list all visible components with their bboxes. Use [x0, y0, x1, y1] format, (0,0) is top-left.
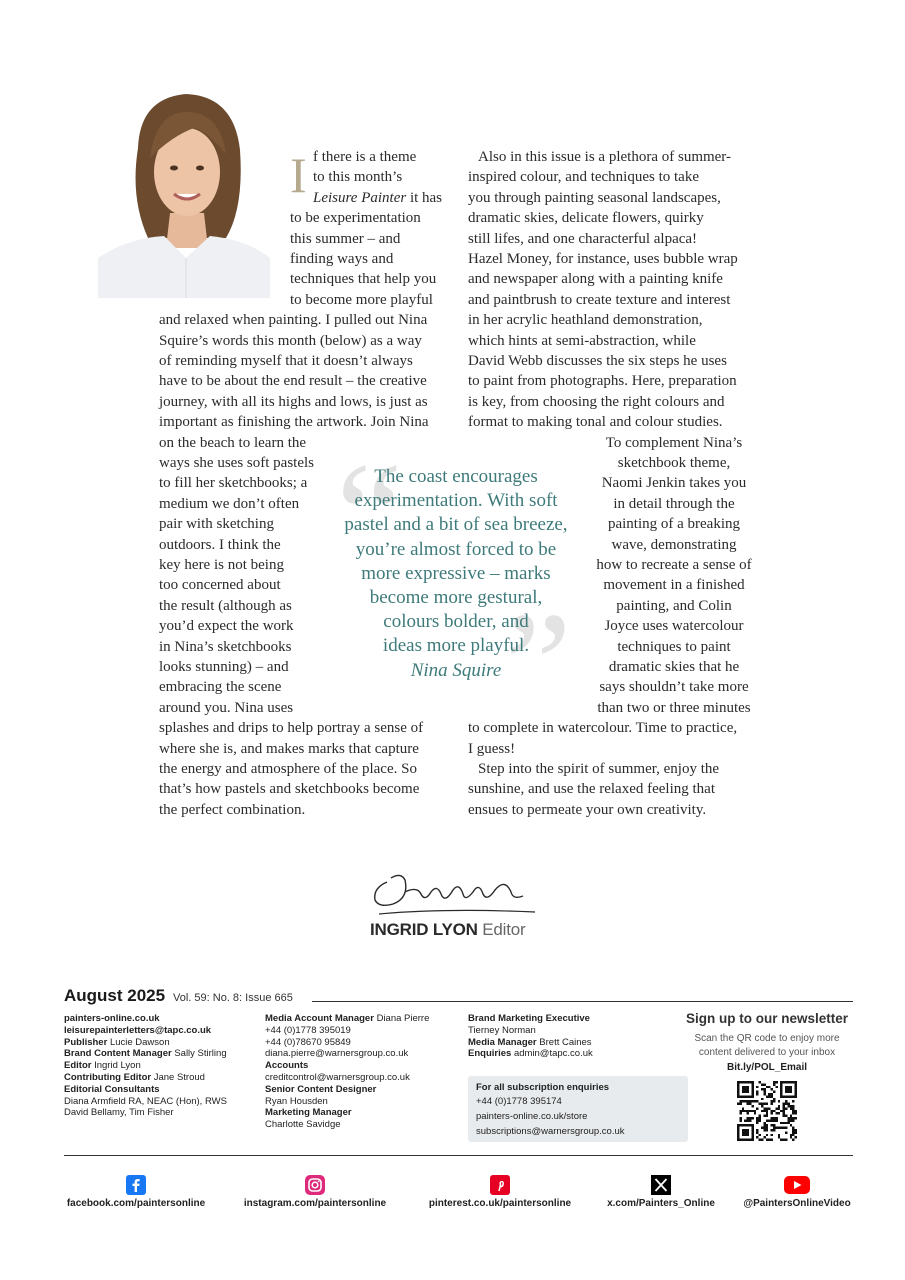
article-line: To complement Nina’s — [605, 434, 743, 451]
article-line: on the beach to learn the — [159, 434, 307, 451]
masthead-entry — [64, 1096, 227, 1108]
masthead-value: Diana Armfield RA, NEAC (Hon), RWS — [64, 1095, 227, 1107]
article-line: movement in a finished — [603, 577, 745, 594]
pull-quote-line: become more gestural, — [369, 587, 543, 608]
social-link-facebook[interactable]: facebook.com/paintersonline — [66, 1198, 206, 1209]
newsletter-text-1: Scan the QR code to enjoy more — [694, 1033, 840, 1044]
masthead-entry — [265, 1013, 429, 1025]
article-line: dramatic skies that he — [608, 659, 740, 675]
article-line: Hazel Money, for instance, uses bubble wrap — [468, 251, 738, 267]
article-line: of reminding myself that it doesn’t always — [159, 353, 413, 369]
article-line: too concerned about — [159, 577, 281, 594]
article-line: is key, from choosing the right colours and — [468, 393, 725, 410]
masthead-label: Marketing Manager — [265, 1107, 352, 1119]
masthead-rule — [312, 1001, 853, 1002]
subscription-email-link[interactable]: subscriptions@warnersgroup.co.uk — [476, 1126, 625, 1137]
youtube-icon[interactable] — [784, 1175, 810, 1195]
article-line: to fill her sketchbooks; a — [159, 475, 308, 492]
masthead-value: diana.pierre@warnersgroup.co.uk — [265, 1048, 409, 1060]
social-link-youtube[interactable]: @PaintersOnlineVideo — [743, 1198, 851, 1209]
masthead-entry — [265, 1084, 376, 1096]
article-line: where she is, and makes marks that capture — [159, 740, 419, 757]
masthead-value: admin@tapc.co.uk — [513, 1048, 593, 1060]
subscription-box — [468, 1076, 688, 1142]
masthead-entry — [265, 1048, 408, 1060]
masthead-entry — [265, 1037, 351, 1049]
article-line: key here is not being — [159, 557, 284, 573]
masthead-label: Brand Content Manager — [64, 1048, 172, 1060]
issue-volume: Vol. 59: No. 8: Issue 665 — [173, 992, 293, 1004]
subscription-title: For all subscription enquiries — [476, 1082, 610, 1093]
article-line: dramatic skies, delicate flowers, quirky — [468, 210, 704, 227]
pull-quote-line: ideas more playful. — [382, 635, 530, 657]
signature — [365, 868, 545, 924]
article-line: Step into the spirit of summer, enjoy the — [478, 761, 720, 777]
x-icon[interactable] — [651, 1175, 671, 1195]
article-line: inspired colour, and techniques to take — [468, 169, 699, 186]
editor-credit — [370, 920, 525, 940]
article-line: David Webb discusses the six steps he uses — [468, 353, 727, 369]
masthead-label: Contributing Editor — [64, 1072, 152, 1083]
article-line: around you. Nina uses — [159, 699, 294, 716]
masthead-value: Brett Caines — [539, 1036, 592, 1048]
article-line: I guess! — [468, 740, 516, 757]
article-line: ways she uses soft pastels — [159, 455, 314, 471]
article-line: painting of a breaking — [607, 516, 741, 533]
article-line: still lifes, and one characterful alpaca! — [468, 230, 698, 247]
masthead-entry — [468, 1048, 593, 1060]
article-line: this summer – and — [290, 230, 401, 247]
issue-date: August 2025 — [64, 986, 166, 1005]
article-line: that’s how pastels and sketchbooks become — [159, 781, 420, 798]
editor-photo — [98, 88, 270, 298]
masthead-value: Sally Stirling — [174, 1048, 227, 1060]
social-link-pinterest[interactable]: pinterest.co.uk/paintersonline — [428, 1198, 572, 1209]
masthead-value: +44 (0)1778 395019 — [265, 1024, 351, 1036]
article-line: and newspaper along with a painting knife — [468, 271, 723, 288]
article-line: ensues to permeate your own creativity. — [468, 801, 707, 818]
footer-rule — [64, 1155, 853, 1156]
newsletter-title: Sign up to our newsletter — [685, 1011, 848, 1026]
masthead-value: Tierney Norman — [468, 1024, 536, 1036]
pinterest-icon[interactable] — [490, 1175, 510, 1195]
social-link-instagram[interactable]: instagram.com/paintersonline — [243, 1198, 387, 1209]
article-line: to be experimentation — [290, 210, 421, 227]
article-line: outdoors. I think the — [159, 536, 281, 553]
article-line: looks stunning) – and — [159, 659, 289, 675]
pull-quote-line: you’re almost forced to be — [355, 538, 557, 560]
instagram-icon[interactable] — [305, 1175, 325, 1195]
masthead-value: David Bellamy, Tim Fisher — [64, 1107, 174, 1119]
article-line: wave, demonstrating — [611, 536, 737, 553]
masthead-label: Editor — [64, 1060, 92, 1072]
masthead-entry — [265, 1107, 352, 1119]
open-quote-mark: “ — [336, 432, 403, 598]
pull-quote-line: colours bolder, and — [383, 611, 529, 633]
masthead-entry — [468, 1037, 592, 1049]
drop-cap: I — [290, 147, 307, 203]
masthead-label: Senior Content Designer — [265, 1083, 377, 1095]
masthead-value: Diana Pierre — [376, 1013, 430, 1024]
newsletter-text-2: content delivered to your inbox — [698, 1047, 836, 1058]
pull-quote-line: more expressive – marks — [361, 562, 551, 584]
masthead-entry — [64, 1072, 205, 1084]
article-line: and relaxed when painting. I pulled out Nina — [159, 312, 428, 329]
masthead-entry — [64, 1013, 160, 1025]
article-line: Naomi Jenkin takes you — [601, 475, 747, 492]
article-line: embracing the scene — [159, 679, 282, 696]
masthead-value: +44 (0)78670 95849 — [265, 1036, 351, 1048]
article-line: than two or three minutes — [597, 699, 751, 716]
article-line: Squire’s words this month (below) as a way — [159, 332, 422, 349]
article-line: in detail through the — [613, 495, 735, 512]
masthead-label: Brand Marketing Executive — [468, 1013, 590, 1024]
article-line: sunshine, and use the relaxed feeling that — [468, 781, 716, 798]
article-line: important as finishing the artwork. Join Nina — [159, 414, 429, 431]
masthead-label: Accounts — [265, 1060, 309, 1072]
article-line: and paintbrush to create texture and interest — [468, 291, 731, 308]
close-quote-mark: ” — [505, 582, 572, 748]
pull-quote-line: The coast encourages — [374, 466, 538, 487]
masthead-entry — [468, 1025, 536, 1037]
subscription-store-link[interactable]: painters-online.co.uk/store — [476, 1111, 588, 1122]
article-line: techniques to paint — [617, 638, 731, 655]
masthead-value: Ryan Housden — [265, 1095, 328, 1107]
masthead-entry — [265, 1096, 328, 1108]
pull-quote-line: experimentation. With soft — [354, 490, 558, 512]
article-line: in Nina’s sketchbooks — [159, 638, 292, 655]
article-line: you through painting seasonal landscapes, — [468, 189, 721, 206]
article-line: finding ways and — [290, 251, 394, 267]
article-line: splashes and drips to help portray a sense of — [159, 720, 424, 737]
article-line: painting, and Colin — [616, 597, 732, 614]
masthead-entry — [64, 1025, 211, 1037]
newsletter-link[interactable]: Bit.ly/POL_Email — [726, 1062, 808, 1073]
qr-code-icon[interactable] — [737, 1081, 797, 1141]
masthead-entry — [64, 1037, 170, 1049]
pull-quote-attribution: Nina Squire — [410, 659, 502, 681]
editor-role: Editor — [482, 920, 526, 939]
article-line: to complete in watercolour. Time to practice, — [468, 720, 738, 737]
masthead-value: Lucie Dawson — [109, 1036, 170, 1048]
masthead-entry — [64, 1084, 160, 1096]
article-line: how to recreate a sense of — [596, 557, 752, 573]
masthead-value: Jane Stroud — [153, 1072, 205, 1083]
masthead-label: Publisher — [64, 1036, 108, 1048]
facebook-icon[interactable] — [126, 1175, 146, 1195]
article-line: to become more playful — [290, 291, 433, 308]
masthead-entry — [265, 1119, 341, 1131]
article-line: Leisure Painter it has — [313, 189, 443, 206]
masthead-label: Media Manager — [468, 1036, 537, 1048]
masthead-label: painters-online.co.uk — [64, 1013, 160, 1024]
masthead-value: creditcontrol@warnersgroup.co.uk — [265, 1072, 410, 1083]
article-line: says shouldn’t take more — [599, 679, 749, 696]
article-line: Also in this issue is a plethora of summer- — [478, 149, 732, 165]
article-line: the perfect combination. — [159, 801, 306, 818]
masthead-entry — [64, 1048, 227, 1060]
masthead-label: Media Account Manager — [265, 1013, 374, 1024]
masthead-value: Ingrid Lyon — [94, 1060, 141, 1072]
article-line: pair with sketching — [159, 516, 274, 533]
masthead-entry — [64, 1107, 174, 1119]
masthead-entry — [265, 1072, 410, 1084]
social-link-x[interactable]: x.com/Painters_Online — [607, 1198, 715, 1209]
article-line: which hints at semi-abstraction, while — [468, 332, 696, 349]
article-line: f there is a theme — [313, 149, 417, 165]
article-line: the energy and atmosphere of the place. So — [159, 761, 417, 777]
article-line: have to be about the end result – the creative — [159, 373, 427, 390]
article-line: Joyce uses watercolour — [604, 618, 744, 635]
article-line: medium we don’t often — [159, 495, 300, 512]
masthead-label: Enquiries — [468, 1048, 512, 1060]
article-line: techniques that help you — [290, 271, 437, 288]
masthead-entry — [468, 1013, 590, 1025]
pull-quote-line: pastel and a bit of sea breeze, — [344, 514, 568, 536]
article-line: the result (although as — [159, 597, 292, 614]
article-line: you’d expect the work — [159, 618, 294, 635]
article-line: to paint from photographs. Here, preparation — [468, 373, 737, 390]
masthead-label: Editorial Consultants — [64, 1083, 160, 1095]
article-line: format to making tonal and colour studies. — [468, 414, 723, 431]
masthead-value: Charlotte Savidge — [265, 1119, 341, 1131]
article-line: in her acrylic heathland demonstration, — [468, 312, 703, 329]
masthead-entry — [64, 1060, 141, 1072]
masthead-entry — [265, 1060, 308, 1072]
masthead-label: leisurepainterletters@tapc.co.uk — [64, 1024, 212, 1036]
subscription-phone: +44 (0)1778 395174 — [476, 1096, 562, 1107]
masthead-entry — [265, 1025, 351, 1037]
editor-name: INGRID LYON — [370, 920, 478, 939]
article-line: sketchbook theme, — [617, 455, 731, 471]
article-line: journey, with all its highs and lows, is just as — [159, 393, 428, 410]
article-line: to this month’s — [313, 169, 403, 186]
